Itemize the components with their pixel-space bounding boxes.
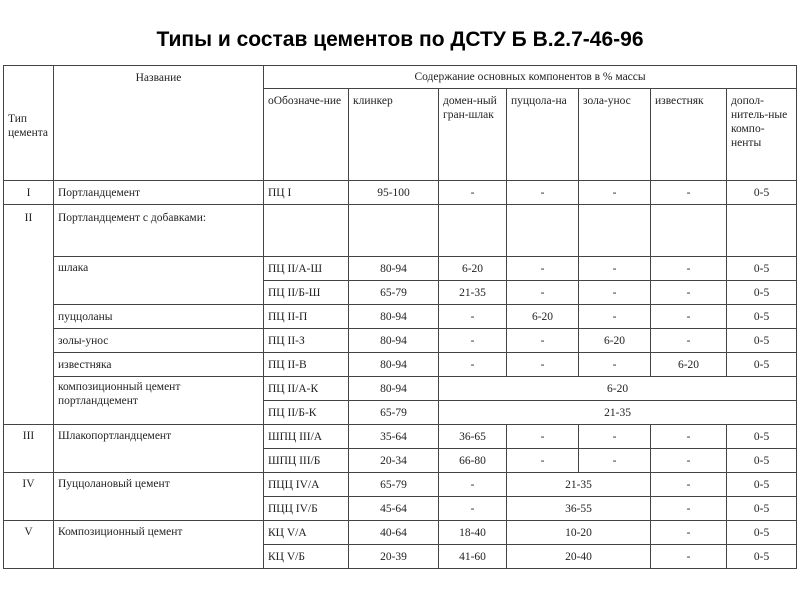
limestone-cell: - [651,545,727,569]
type-cell: I [4,181,54,205]
name-cell: пуццоланы [54,305,264,329]
header-clinker: клинкер [349,89,439,181]
slag-cell: 41-60 [439,545,507,569]
table-row [4,425,797,449]
table-row [4,473,797,497]
additional-cell: 0-5 [727,281,797,305]
designation-cell: ПЦ II-З [264,329,349,353]
pozzolana-cell: 6-20 [507,305,579,329]
clinker-cell [349,205,439,257]
clinker-cell: 45-64 [349,497,439,521]
flyash-cell: 6-20 [579,329,651,353]
slag-cell: - [439,497,507,521]
flyash-cell: - [579,425,651,449]
limestone-cell: 6-20 [651,353,727,377]
clinker-cell: 65-79 [349,401,439,425]
clinker-cell: 35-64 [349,425,439,449]
name-cell: Композиционный цемент [54,521,264,569]
table-row [4,257,797,281]
limestone-cell: - [651,329,727,353]
flyash-cell: - [579,449,651,473]
designation-cell: ПЦ II-В [264,353,349,377]
clinker-cell: 20-39 [349,545,439,569]
additional-cell: 0-5 [727,473,797,497]
designation-cell: ШПЦ III/А [264,425,349,449]
table-row [4,329,797,353]
additional-cell: 0-5 [727,521,797,545]
name-cell: Портландцемент с добавками: [54,205,264,257]
designation-cell: КЦ V/А [264,521,349,545]
combined-cell: 10-20 [507,521,651,545]
table-row [4,181,797,205]
pozzolana-cell [507,205,579,257]
additional-cell: 0-5 [727,425,797,449]
flyash-cell: - [579,257,651,281]
slag-cell: 18-40 [439,521,507,545]
type-cell: IV [4,473,54,521]
clinker-cell: 65-79 [349,281,439,305]
pozzolana-cell: - [507,353,579,377]
designation-cell: ПЦЦ IV/Б [264,497,349,521]
pozzolana-cell: - [507,449,579,473]
combined-cell: 21-35 [507,473,651,497]
designation-cell [264,205,349,257]
header-pozzolana: пуццола-на [507,89,579,181]
table-row [4,353,797,377]
limestone-cell: - [651,497,727,521]
table-row [4,377,797,401]
header-slag: домен-ный гран-шлак [439,89,507,181]
clinker-cell: 65-79 [349,473,439,497]
designation-cell: ПЦ I [264,181,349,205]
pozzolana-cell: - [507,181,579,205]
additional-cell [727,205,797,257]
name-cell: композиционный цемент портландцемент [54,377,264,425]
type-cell: II [4,205,54,425]
slag-cell: - [439,181,507,205]
designation-cell: ШПЦ III/Б [264,449,349,473]
limestone-cell: - [651,521,727,545]
limestone-cell [651,205,727,257]
flyash-cell [579,205,651,257]
name-cell: шлака [54,257,264,305]
header-additional: допол-нитель-ные компо-ненты [727,89,797,181]
clinker-cell: 95-100 [349,181,439,205]
limestone-cell: - [651,181,727,205]
combined-cell: 21-35 [439,401,797,425]
designation-cell: ПЦЦ IV/А [264,473,349,497]
designation-cell: ПЦ II/А-К [264,377,349,401]
limestone-cell: - [651,425,727,449]
clinker-cell: 40-64 [349,521,439,545]
limestone-cell: - [651,449,727,473]
cement-types-table [3,65,797,569]
pozzolana-cell: - [507,329,579,353]
name-cell: известняка [54,353,264,377]
clinker-cell: 80-94 [349,305,439,329]
name-cell: Шлакопортландцемент [54,425,264,473]
additional-cell: 0-5 [727,545,797,569]
combined-cell: 20-40 [507,545,651,569]
header-type: Тип цементa [4,66,54,181]
header-name: Название [54,66,264,181]
slag-cell: - [439,305,507,329]
designation-cell: КЦ V/Б [264,545,349,569]
clinker-cell: 20-34 [349,449,439,473]
designation-cell: ПЦ II/А-Ш [264,257,349,281]
type-cell: V [4,521,54,569]
table-row [4,205,797,257]
flyash-cell: - [579,181,651,205]
clinker-cell: 80-94 [349,257,439,281]
pozzolana-cell: - [507,425,579,449]
name-cell: золы-унос [54,329,264,353]
slag-cell: - [439,353,507,377]
additional-cell: 0-5 [727,353,797,377]
additional-cell: 0-5 [727,305,797,329]
type-cell: III [4,425,54,473]
designation-cell: ПЦ II/Б-К [264,401,349,425]
slag-cell: 36-65 [439,425,507,449]
clinker-cell: 80-94 [349,377,439,401]
pozzolana-cell: - [507,281,579,305]
additional-cell: 0-5 [727,449,797,473]
name-cell: Пуццолановый цемент [54,473,264,521]
combined-cell: 36-55 [507,497,651,521]
header-limestone: известняк [651,89,727,181]
header-designation: оОбозначе-ние [264,89,349,181]
name-cell: Портландцемент [54,181,264,205]
additional-cell: 0-5 [727,181,797,205]
clinker-cell: 80-94 [349,329,439,353]
table-row [4,305,797,329]
header-flyash: зола-унос [579,89,651,181]
flyash-cell: - [579,353,651,377]
header-row [4,66,797,89]
page-title: Типы и состав цементов по ДСТУ Б В.2.7-46-96 [156,28,644,51]
limestone-cell: - [651,473,727,497]
flyash-cell: - [579,281,651,305]
designation-cell: ПЦ II-П [264,305,349,329]
limestone-cell: - [651,281,727,305]
clinker-cell: 80-94 [349,353,439,377]
limestone-cell: - [651,257,727,281]
slag-cell: - [439,329,507,353]
slag-cell: 21-35 [439,281,507,305]
table-row [4,521,797,545]
slag-cell: - [439,473,507,497]
pozzolana-cell: - [507,257,579,281]
additional-cell: 0-5 [727,497,797,521]
additional-cell: 0-5 [727,257,797,281]
additional-cell: 0-5 [727,329,797,353]
slag-cell [439,205,507,257]
flyash-cell: - [579,305,651,329]
slag-cell: 6-20 [439,257,507,281]
header-content: Содержание основных компонентов в % массы [264,66,797,89]
slag-cell: 66-80 [439,449,507,473]
designation-cell: ПЦ II/Б-Ш [264,281,349,305]
combined-cell: 6-20 [439,377,797,401]
limestone-cell: - [651,305,727,329]
